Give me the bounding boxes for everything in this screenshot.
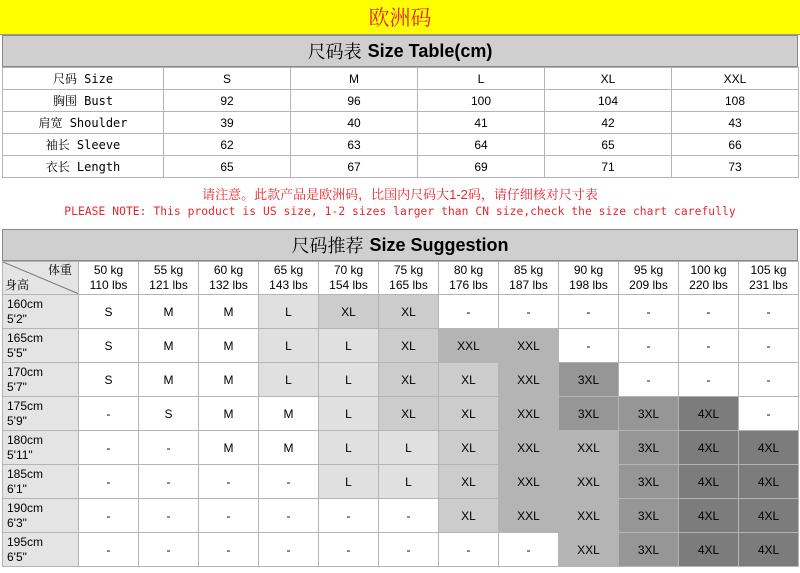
size-suggestion-cell: XL <box>439 431 499 465</box>
height-row <box>3 533 799 567</box>
height-cm: 195cm <box>7 534 44 549</box>
size-suggestion-cell: 4XL <box>739 533 799 567</box>
size-suggestion-cell: XL <box>379 295 439 329</box>
size-suggestion-cell: - <box>619 329 679 363</box>
corner-height-label: 身高 <box>5 278 30 292</box>
size-table-row-label: 胸围 Bust <box>3 90 164 112</box>
size-suggestion-cell: 3XL <box>619 533 679 567</box>
weight-kg: 85 kg <box>513 263 544 277</box>
size-suggestion-cell: - <box>679 329 739 363</box>
size-table-cell: S <box>164 68 291 90</box>
size-suggestion-cell: XXL <box>559 499 619 533</box>
weight-header-cell <box>139 262 199 295</box>
height-row <box>3 499 799 533</box>
size-suggestion-cell: L <box>259 363 319 397</box>
size-suggestion-cell: XL <box>439 465 499 499</box>
size-suggestion-cell: M <box>139 329 199 363</box>
corner-weight-label: 体重 <box>47 263 72 277</box>
size-suggestion-cell: - <box>199 499 259 533</box>
weight-kg: 105 kg <box>750 263 787 277</box>
size-suggestion-cell: L <box>379 465 439 499</box>
size-suggestion-cell: - <box>79 397 139 431</box>
size-suggestion-cell: - <box>739 363 799 397</box>
weight-header-cell <box>319 262 379 295</box>
weight-header-cell <box>79 262 139 295</box>
height-cm: 180cm <box>7 432 44 447</box>
size-suggestion-cell: 3XL <box>619 499 679 533</box>
size-suggestion-cell: XL <box>379 397 439 431</box>
size-table-row <box>3 112 799 134</box>
size-table-cell: 62 <box>164 134 291 156</box>
height-row <box>3 431 799 465</box>
size-suggestion-cell: - <box>79 533 139 567</box>
height-row <box>3 465 799 499</box>
height-ft: 6'5" <box>7 549 27 564</box>
size-suggestion-cell: S <box>79 363 139 397</box>
size-suggestion-cell: L <box>259 295 319 329</box>
height-cm: 185cm <box>7 466 44 481</box>
height-row <box>3 329 799 363</box>
weight-lbs: 154 lbs <box>329 278 368 292</box>
size-table-cell: 65 <box>164 156 291 178</box>
weight-header-cell <box>259 262 319 295</box>
weight-kg: 100 kg <box>690 263 727 277</box>
height-ft: 5'11" <box>7 447 33 462</box>
weight-header-cell <box>439 262 499 295</box>
size-table-row <box>3 156 799 178</box>
size-suggestion-cell: - <box>739 397 799 431</box>
size-suggestion-cell: M <box>259 397 319 431</box>
size-suggestion-cell: - <box>739 295 799 329</box>
size-table-title-cn: 尺码表 <box>307 42 362 62</box>
size-suggestion-cell: - <box>199 465 259 499</box>
size-table-cell: 100 <box>418 90 545 112</box>
weight-lbs: 209 lbs <box>629 278 668 292</box>
note-cn: 请注意。此款产品是欧洲码，比国内尺码大1-2码，请仔细核对尺寸表 <box>202 187 598 202</box>
size-suggestion-cell: XL <box>439 363 499 397</box>
size-suggestion-cell: 3XL <box>619 431 679 465</box>
size-suggestion-cell: M <box>199 329 259 363</box>
size-table-cell: 65 <box>545 134 672 156</box>
weight-kg: 65 kg <box>273 263 304 277</box>
size-suggestion-cell: - <box>439 533 499 567</box>
height-header-cell <box>3 533 79 567</box>
size-suggestion-cell: 3XL <box>559 397 619 431</box>
size-suggestion-cell: XXL <box>559 533 619 567</box>
size-suggestion-cell: 4XL <box>739 499 799 533</box>
size-suggestion-cell: S <box>139 397 199 431</box>
size-suggestion-cell: XXL <box>499 465 559 499</box>
weight-kg: 50 kg <box>93 263 124 277</box>
size-suggestion-cell: - <box>79 465 139 499</box>
weight-kg: 60 kg <box>213 263 244 277</box>
size-suggestion-cell: - <box>319 533 379 567</box>
height-cm: 165cm <box>7 330 44 345</box>
note-en: PLEASE NOTE: This product is US size, 1-2 sizes larger than CN size,check the size chart carefully <box>64 205 736 218</box>
size-table-cell: 96 <box>291 90 418 112</box>
size-suggestion-cell: XXL <box>499 431 559 465</box>
size-suggestion-cell: 4XL <box>679 499 739 533</box>
size-table-cell: XL <box>545 68 672 90</box>
size-table-title-en: Size Table(cm) <box>367 40 493 61</box>
size-suggestion-cell: 4XL <box>679 533 739 567</box>
size-suggestion-table <box>2 261 799 567</box>
size-table-cell: 108 <box>672 90 799 112</box>
weight-header-row <box>3 262 799 295</box>
size-suggestion-cell: XXL <box>559 431 619 465</box>
size-suggestion-cell: XXL <box>499 329 559 363</box>
size-table-cell: 66 <box>672 134 799 156</box>
weight-header-cell <box>199 262 259 295</box>
size-suggestion-cell: - <box>679 363 739 397</box>
height-ft: 5'2" <box>7 311 27 326</box>
size-table-row <box>3 90 799 112</box>
size-suggestion-cell: L <box>319 397 379 431</box>
size-table-row-label: 尺码 Size <box>3 68 164 90</box>
size-suggestion-cell: - <box>139 431 199 465</box>
euro-size-banner: 欧洲码 <box>0 0 800 35</box>
size-suggestion-cell: M <box>199 431 259 465</box>
size-suggestion-cell: - <box>739 329 799 363</box>
size-suggestion-cell: XXL <box>499 499 559 533</box>
size-suggestion-cell: L <box>319 363 379 397</box>
height-ft: 5'9" <box>7 413 27 428</box>
size-suggestion-cell: 4XL <box>679 431 739 465</box>
weight-lbs: 198 lbs <box>569 278 608 292</box>
size-suggestion-cell: - <box>139 533 199 567</box>
size-table-cell: 71 <box>545 156 672 178</box>
size-suggestion-cell: XXL <box>559 465 619 499</box>
size-suggestion-cell: M <box>199 295 259 329</box>
weight-lbs: 220 lbs <box>689 278 728 292</box>
weight-lbs: 110 lbs <box>89 278 128 292</box>
size-suggestion-cell: 4XL <box>739 465 799 499</box>
size-suggestion-cell: - <box>259 533 319 567</box>
suggestion-title <box>2 229 798 261</box>
size-suggestion-cell: L <box>259 329 319 363</box>
size-suggestion-cell: - <box>379 499 439 533</box>
weight-kg: 75 kg <box>393 263 424 277</box>
size-suggestion-cell: - <box>199 533 259 567</box>
size-suggestion-cell: - <box>439 295 499 329</box>
size-table-row-label: 肩宽 Shoulder <box>3 112 164 134</box>
weight-lbs: 231 lbs <box>749 278 788 292</box>
weight-header-cell <box>619 262 679 295</box>
size-suggestion-cell: - <box>499 533 559 567</box>
weight-lbs: 132 lbs <box>209 278 248 292</box>
height-row <box>3 295 799 329</box>
weight-header-cell <box>379 262 439 295</box>
size-table-row <box>3 68 799 90</box>
size-suggestion-cell: - <box>139 465 199 499</box>
height-cm: 190cm <box>7 500 44 515</box>
weight-kg: 80 kg <box>453 263 484 277</box>
weight-header-cell <box>559 262 619 295</box>
size-table-cell: 92 <box>164 90 291 112</box>
size-table-cell: 69 <box>418 156 545 178</box>
size-suggestion-cell: L <box>379 431 439 465</box>
weight-lbs: 165 lbs <box>389 278 428 292</box>
weight-header-cell <box>679 262 739 295</box>
size-suggestion-cell: XL <box>439 499 499 533</box>
size-suggestion-cell: L <box>319 329 379 363</box>
size-suggestion-cell: 3XL <box>619 397 679 431</box>
height-ft: 5'5" <box>7 345 27 360</box>
height-ft: 5'7" <box>7 379 27 394</box>
size-table-title <box>2 35 798 67</box>
size-table <box>2 67 799 178</box>
size-table-cell: M <box>291 68 418 90</box>
weight-lbs: 176 lbs <box>449 278 488 292</box>
size-table-row-label: 衣长 Length <box>3 156 164 178</box>
size-table-cell: XXL <box>672 68 799 90</box>
size-suggestion-cell: - <box>619 363 679 397</box>
height-cm: 175cm <box>7 398 44 413</box>
size-table-cell: 41 <box>418 112 545 134</box>
height-header-cell <box>3 329 79 363</box>
size-table-cell: 42 <box>545 112 672 134</box>
size-suggestion-cell: M <box>199 363 259 397</box>
size-table-cell: L <box>418 68 545 90</box>
height-row <box>3 363 799 397</box>
size-table-cell: 73 <box>672 156 799 178</box>
size-table-row <box>3 134 799 156</box>
size-table-cell: 104 <box>545 90 672 112</box>
size-suggestion-cell: M <box>139 363 199 397</box>
size-suggestion-cell: M <box>139 295 199 329</box>
size-table-cell: 67 <box>291 156 418 178</box>
size-suggestion-cell: XL <box>379 363 439 397</box>
height-header-cell <box>3 363 79 397</box>
size-suggestion-cell: XXL <box>499 397 559 431</box>
size-notes <box>0 186 800 220</box>
suggestion-title-en: Size Suggestion <box>369 234 509 255</box>
size-suggestion-cell: - <box>559 329 619 363</box>
size-suggestion-cell: L <box>319 431 379 465</box>
height-row <box>3 397 799 431</box>
height-header-cell <box>3 465 79 499</box>
size-suggestion-cell: - <box>79 431 139 465</box>
size-table-cell: 39 <box>164 112 291 134</box>
size-suggestion-cell: - <box>259 499 319 533</box>
height-cm: 160cm <box>7 296 44 311</box>
size-suggestion-cell: M <box>199 397 259 431</box>
size-table-cell: 43 <box>672 112 799 134</box>
size-suggestion-cell: L <box>319 465 379 499</box>
size-suggestion-cell: S <box>79 329 139 363</box>
size-suggestion-cell: - <box>499 295 559 329</box>
size-suggestion-cell: - <box>259 465 319 499</box>
size-table-cell: 63 <box>291 134 418 156</box>
weight-kg: 90 kg <box>573 263 604 277</box>
size-suggestion-cell: - <box>619 295 679 329</box>
size-suggestion-cell: XXL <box>439 329 499 363</box>
weight-lbs: 143 lbs <box>269 278 308 292</box>
weight-header-cell <box>739 262 799 295</box>
corner-cell <box>3 262 79 295</box>
size-suggestion-cell: M <box>259 431 319 465</box>
weight-kg: 55 kg <box>153 263 184 277</box>
size-suggestion-cell: XL <box>439 397 499 431</box>
height-header-cell <box>3 295 79 329</box>
size-table-row-label: 袖长 Sleeve <box>3 134 164 156</box>
size-table-cell: 64 <box>418 134 545 156</box>
weight-lbs: 121 lbs <box>149 278 188 292</box>
size-suggestion-cell: 3XL <box>559 363 619 397</box>
height-cm: 170cm <box>7 364 44 379</box>
size-suggestion-cell: - <box>319 499 379 533</box>
weight-kg: 70 kg <box>333 263 364 277</box>
height-header-cell <box>3 397 79 431</box>
height-ft: 6'1" <box>7 481 27 496</box>
suggestion-title-cn: 尺码推荐 <box>291 236 364 256</box>
size-suggestion-cell: XL <box>319 295 379 329</box>
size-table-cell: 40 <box>291 112 418 134</box>
size-suggestion-cell: 4XL <box>679 397 739 431</box>
size-suggestion-cell: - <box>379 533 439 567</box>
size-suggestion-cell: 3XL <box>619 465 679 499</box>
height-header-cell <box>3 431 79 465</box>
size-suggestion-cell: XL <box>379 329 439 363</box>
size-suggestion-cell: - <box>79 499 139 533</box>
size-suggestion-cell: XXL <box>499 363 559 397</box>
weight-lbs: 187 lbs <box>509 278 548 292</box>
size-suggestion-cell: - <box>679 295 739 329</box>
size-suggestion-cell: 4XL <box>679 465 739 499</box>
weight-kg: 95 kg <box>633 263 664 277</box>
size-suggestion-cell: 4XL <box>739 431 799 465</box>
height-header-cell <box>3 499 79 533</box>
height-ft: 6'3" <box>7 515 27 530</box>
size-suggestion-cell: S <box>79 295 139 329</box>
weight-header-cell <box>499 262 559 295</box>
size-suggestion-cell: - <box>559 295 619 329</box>
size-suggestion-cell: - <box>139 499 199 533</box>
